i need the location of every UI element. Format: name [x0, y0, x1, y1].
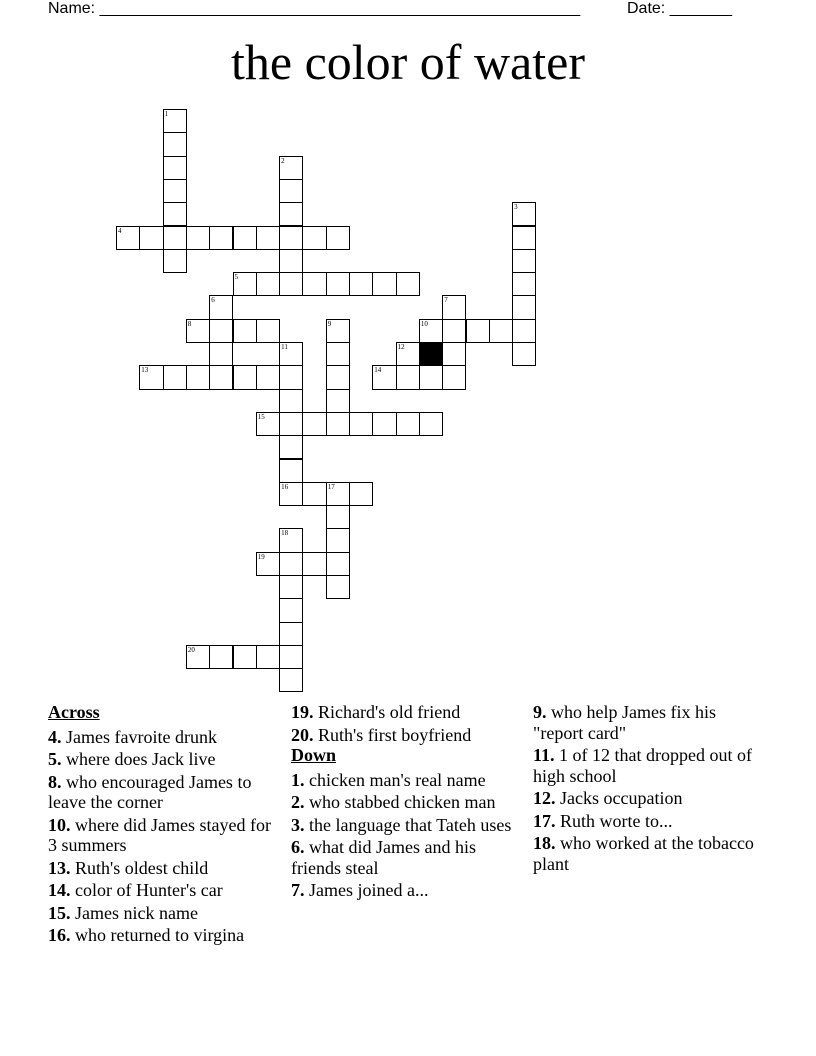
grid-cell[interactable] [512, 226, 536, 250]
clue-number: 18. [533, 833, 556, 853]
clue-text: Richard's old friend [313, 702, 461, 722]
grid-cell[interactable] [233, 365, 257, 389]
grid-cell[interactable] [209, 226, 233, 250]
name-field-label: Name: ______________________________________________________ [48, 0, 581, 17]
clue-text: where did James stayed for 3 summers [48, 814, 271, 855]
clue-text: what did James and his friends steal [291, 837, 476, 878]
grid-cell[interactable] [186, 226, 210, 250]
grid-cell[interactable] [163, 249, 187, 273]
grid-cell[interactable] [489, 319, 513, 343]
grid-cell[interactable] [326, 272, 350, 296]
clue-text: who worked at the tobacco plant [533, 833, 754, 874]
clue-text: where does Jack live [61, 749, 216, 769]
clue-item [48, 880, 276, 901]
grid-cell[interactable] [279, 482, 303, 506]
grid-cell[interactable] [326, 575, 350, 599]
grid-cell[interactable] [209, 319, 233, 343]
grid-clue-number: 16 [281, 482, 289, 491]
clue-item [291, 792, 519, 813]
grid-cell[interactable] [279, 668, 303, 692]
grid-cell[interactable] [163, 365, 187, 389]
grid-clue-number: 1 [164, 110, 169, 118]
grid-cell[interactable] [326, 226, 350, 250]
grid-cell[interactable] [209, 365, 233, 389]
clue-number: 10. [48, 814, 71, 835]
clue-text: the language that Tateh uses [304, 814, 512, 835]
grid-cell[interactable] [116, 226, 140, 250]
clue-number: 15. [48, 902, 71, 923]
clue-item [533, 745, 763, 786]
grid-cell[interactable] [302, 552, 326, 576]
down-clue-list-continued [533, 702, 763, 874]
grid-cell[interactable] [512, 249, 536, 273]
grid-cell[interactable] [256, 319, 280, 343]
grid-cell[interactable] [396, 365, 420, 389]
down-heading: Down [291, 745, 337, 765]
clue-number: 13. [48, 857, 71, 878]
grid-cell[interactable] [279, 528, 303, 552]
grid-cell[interactable] [326, 319, 350, 343]
clue-item [291, 815, 519, 836]
grid-cell[interactable] [442, 295, 466, 319]
grid-cell[interactable] [512, 319, 536, 343]
grid-cell[interactable] [302, 226, 326, 250]
grid-cell[interactable] [163, 109, 187, 133]
grid-cell[interactable] [279, 435, 303, 459]
grid-cell[interactable] [279, 389, 303, 413]
down-clue-list [291, 770, 519, 901]
grid-clue-number: 9 [327, 319, 332, 328]
grid-cell[interactable] [512, 272, 536, 296]
grid-cell[interactable] [326, 528, 350, 552]
grid-cell[interactable] [279, 249, 303, 273]
grid-cell[interactable] [326, 482, 350, 506]
grid-cell[interactable] [256, 272, 280, 296]
grid-cell[interactable] [209, 295, 233, 319]
grid-cell[interactable] [326, 342, 350, 366]
clue-item [291, 702, 519, 723]
clue-text: Ruth's first boyfriend [313, 724, 472, 745]
clue-text: chicken man's real name [304, 769, 486, 790]
grid-cell[interactable] [279, 272, 303, 296]
clue-number: 8. [48, 771, 62, 792]
clue-text: James nick name [70, 902, 198, 923]
grid-cell[interactable] [372, 272, 396, 296]
clue-number: 1. [291, 769, 305, 790]
grid-cell[interactable] [326, 389, 350, 413]
grid-cell[interactable] [279, 156, 303, 180]
date-field-label: Date: _______ [627, 0, 732, 17]
grid-cell[interactable] [302, 412, 326, 436]
clue-item [291, 837, 519, 878]
clue-text: who help James fix his "report card" [533, 702, 716, 743]
grid-cell[interactable] [186, 319, 210, 343]
grid-cell[interactable] [186, 365, 210, 389]
clue-number: 17. [533, 810, 556, 831]
grid-cell[interactable] [466, 319, 490, 343]
grid-clue-number: 20 [187, 645, 195, 654]
grid-cell[interactable] [279, 622, 303, 646]
grid-cell[interactable] [419, 412, 443, 436]
grid-clue-number: 7 [444, 296, 448, 305]
grid-cell[interactable] [396, 342, 420, 366]
grid-cell[interactable] [442, 342, 466, 366]
grid-cell[interactable] [349, 272, 373, 296]
grid-cell[interactable] [326, 412, 350, 436]
clue-number: 12. [533, 788, 556, 808]
grid-clue-number: 12 [397, 343, 405, 351]
clue-number: 4. [48, 726, 62, 747]
grid-cell[interactable] [279, 412, 303, 436]
clues-column-1 [48, 702, 276, 946]
clues-column-2 [291, 702, 519, 901]
clue-number: 14. [48, 880, 71, 900]
clue-item [48, 925, 276, 946]
grid-cell[interactable] [512, 202, 536, 226]
clue-text: who encouraged James to leave the corner [48, 771, 252, 812]
clue-number: 7. [291, 880, 305, 900]
across-heading: Across [48, 702, 100, 722]
grid-clue-number: 19 [257, 552, 265, 561]
grid-cell[interactable] [372, 365, 396, 389]
grid-cell[interactable] [396, 272, 420, 296]
grid-clue-number: 11 [281, 343, 288, 351]
grid-cell[interactable] [163, 132, 187, 156]
grid-cell[interactable] [186, 645, 210, 669]
grid-cell[interactable] [396, 412, 420, 436]
grid-cell[interactable] [279, 202, 303, 226]
grid-cell[interactable] [256, 412, 280, 436]
clue-item [48, 749, 276, 770]
clue-text: James favroite drunk [61, 726, 217, 747]
clue-text: Jacks occupation [555, 788, 683, 808]
clue-text: James joined a... [304, 880, 429, 900]
grid-cell[interactable] [233, 645, 257, 669]
grid-cell[interactable] [256, 552, 280, 576]
clue-item [291, 880, 519, 901]
clue-text: who returned to virgina [70, 925, 245, 945]
grid-clue-number: 15 [257, 412, 265, 421]
grid-cell[interactable] [279, 575, 303, 599]
grid-clue-number: 18 [281, 529, 289, 538]
grid-cell[interactable] [163, 202, 187, 226]
grid-clue-number: 2 [281, 156, 285, 165]
black-cell [419, 342, 443, 366]
clue-item [291, 770, 519, 791]
clue-number: 16. [48, 925, 71, 945]
grid-cell[interactable] [256, 365, 280, 389]
grid-cell[interactable] [279, 552, 303, 576]
grid-clue-number: 17 [327, 482, 335, 491]
clue-number: 5. [48, 749, 62, 769]
grid-clue-number: 6 [211, 296, 215, 305]
grid-cell[interactable] [233, 319, 257, 343]
grid-cell[interactable] [209, 645, 233, 669]
grid-cell[interactable] [349, 482, 373, 506]
grid-cell[interactable] [279, 179, 303, 203]
clue-item [48, 815, 276, 856]
clue-item [48, 727, 276, 748]
clue-item [533, 702, 763, 743]
grid-cell[interactable] [279, 645, 303, 669]
grid-clue-number: 13 [141, 366, 149, 375]
grid-cell[interactable] [279, 342, 303, 366]
clue-item [533, 788, 763, 809]
grid-cell[interactable] [512, 342, 536, 366]
clue-item [291, 725, 519, 746]
grid-cell[interactable] [349, 412, 373, 436]
clue-number: 6. [291, 837, 305, 857]
grid-clue-number: 4 [118, 226, 122, 235]
clue-number: 3. [291, 814, 305, 835]
grid-cell[interactable] [233, 226, 257, 250]
clue-text: 1 of 12 that dropped out of high school [533, 745, 752, 786]
puzzle-title: the color of water [230, 34, 585, 90]
grid-cell[interactable] [163, 226, 187, 250]
grid-cell[interactable] [233, 272, 257, 296]
clue-item [533, 811, 763, 832]
clue-text: Ruth worte to... [555, 810, 673, 831]
clue-item [48, 903, 276, 924]
grid-cell[interactable] [326, 505, 350, 529]
grid-cell[interactable] [512, 295, 536, 319]
grid-cell[interactable] [139, 365, 163, 389]
grid-cell[interactable] [279, 226, 303, 250]
grid-cell[interactable] [256, 645, 280, 669]
grid-cell[interactable] [326, 365, 350, 389]
grid-cell[interactable] [419, 319, 443, 343]
clue-number: 19. [291, 702, 314, 722]
grid-cell[interactable] [139, 226, 163, 250]
clue-item [48, 772, 276, 813]
clue-number: 11. [533, 745, 555, 765]
grid-cell[interactable] [442, 319, 466, 343]
grid-clue-number: 5 [234, 273, 238, 282]
grid-cell[interactable] [302, 482, 326, 506]
grid-cell[interactable] [209, 342, 233, 366]
grid-cell[interactable] [442, 365, 466, 389]
clues-column-3 [533, 702, 763, 874]
grid-clue-number: 8 [187, 319, 192, 328]
clue-number: 9. [533, 702, 547, 722]
grid-cell[interactable] [326, 552, 350, 576]
grid-cell[interactable] [279, 365, 303, 389]
grid-cell[interactable] [302, 272, 326, 296]
grid-cell[interactable] [163, 156, 187, 180]
clue-item [48, 858, 276, 879]
grid-cell[interactable] [279, 459, 303, 483]
grid-cell[interactable] [372, 412, 396, 436]
clue-item [533, 833, 763, 874]
clue-text: color of Hunter's car [70, 880, 223, 900]
grid-cell[interactable] [279, 598, 303, 622]
grid-cell[interactable] [256, 226, 280, 250]
clue-number: 20. [291, 724, 314, 745]
grid-clue-number: 14 [374, 366, 382, 375]
grid-cell[interactable] [163, 179, 187, 203]
grid-clue-number: 3 [514, 203, 518, 212]
across-clue-list [48, 727, 276, 946]
across-clue-list-continued [291, 702, 519, 745]
clue-number: 2. [291, 792, 305, 812]
clue-text: Ruth's oldest child [70, 857, 209, 878]
clue-text: who stabbed chicken man [304, 792, 496, 812]
grid-cell[interactable] [419, 365, 443, 389]
grid-clue-number: 10 [420, 319, 428, 328]
